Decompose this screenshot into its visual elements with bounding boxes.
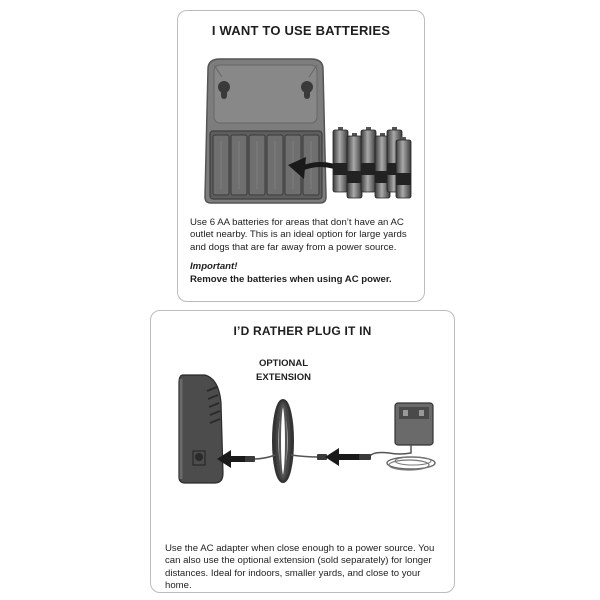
plug-in-card: [150, 310, 455, 593]
battery-2: [347, 133, 362, 198]
plug-in-description: Use the AC adapter when close enough to a power source. You can also use the optional extension (sold separately) for longer distances. Ideal for indoors, smaller yards, and close to your home.: [165, 543, 435, 592]
battery-1: [333, 127, 348, 192]
optional-extension-label: OPTIONAL EXTENSION: [256, 358, 311, 383]
extension-cable-illustration: [245, 397, 331, 489]
aa-batteries-illustration: [330, 123, 412, 203]
device-side-illustration: [175, 373, 225, 487]
batteries-title: I WANT TO USE BATTERIES: [211, 23, 391, 38]
battery-6: [396, 137, 411, 198]
batteries-warning: Remove the batteries when using AC power.: [190, 274, 392, 285]
battery-3: [361, 127, 376, 192]
batteries-card: [177, 10, 425, 302]
batteries-description: Use 6 AA batteries for areas that don’t have an AC outlet nearby. This is an ideal option for large yards and dogs that are far away from a power source.: [190, 217, 407, 253]
power-jack: [195, 453, 203, 461]
arrow-to-extension-icon: [325, 447, 361, 467]
important-label: Important!: [190, 261, 238, 272]
plug-in-title: I’D RATHER PLUG IT IN: [233, 324, 372, 338]
ac-adapter-illustration: [359, 401, 449, 481]
